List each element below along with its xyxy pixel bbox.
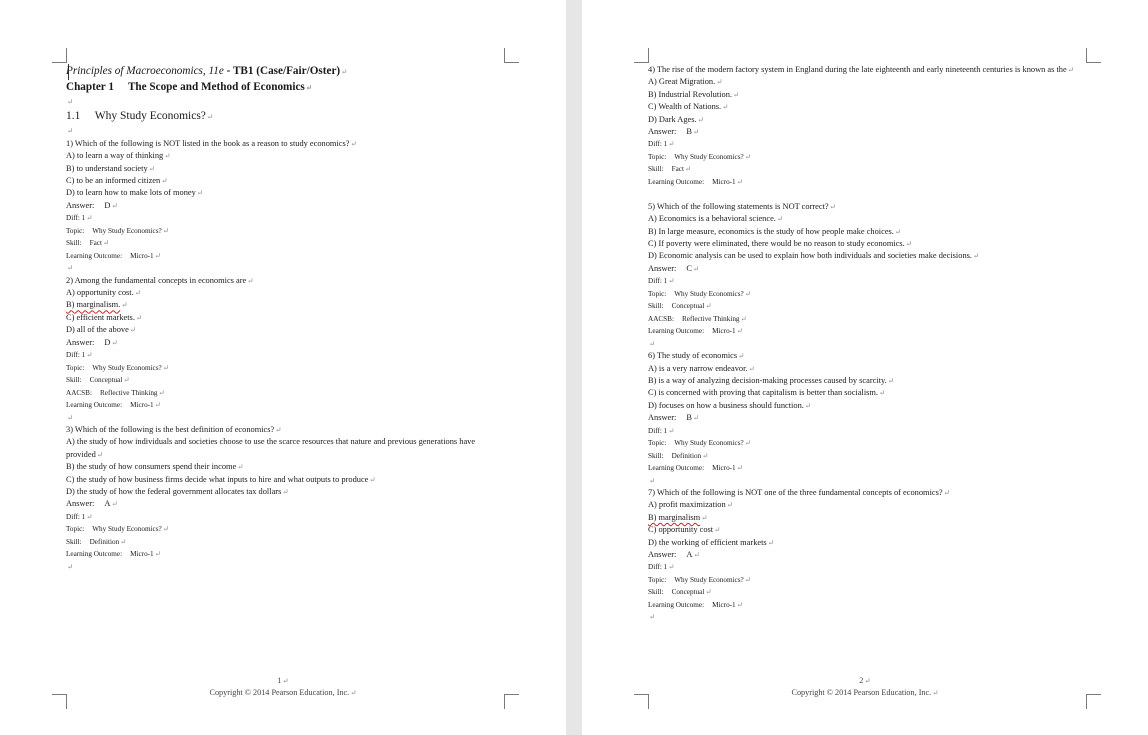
question-text: 5) Which of the following statements is NOT correct?↵	[648, 201, 836, 211]
learning-outcome-line: Learning Outcome: Micro-1↵	[66, 250, 161, 260]
learning-outcome-line: Learning Outcome: Micro-1↵	[648, 463, 743, 473]
answer-line: Answer: B↵	[648, 413, 700, 423]
answer-option: A) to learn a way of thinking↵	[66, 151, 171, 161]
topic-line: Topic: Why Study Economics?↵	[648, 288, 752, 298]
empty-paragraph: ↵	[67, 263, 74, 273]
document-title: Principles of Macroeconomics, 11e - TB1 (Case/Fair/Oster)↵	[66, 65, 348, 77]
answer-option: B) to understand society↵	[66, 163, 155, 173]
skill-line: Skill: Definition↵	[66, 536, 127, 546]
answer-option: D) Dark Ages.↵	[648, 114, 704, 124]
learning-outcome-line: Learning Outcome: Micro-1↵	[648, 599, 743, 609]
answer-line: Answer: D↵	[66, 337, 118, 347]
topic-line: Topic: Why Study Economics?↵	[648, 151, 752, 161]
skill-line: Skill: Fact↵	[66, 238, 110, 248]
aacsb-line: AACSB: Reflective Thinking↵	[648, 313, 747, 323]
answer-option: A) profit maximization↵	[648, 500, 733, 510]
difficulty-line: Diff: 1↵	[66, 350, 93, 360]
topic-line: Topic: Why Study Economics?↵	[66, 524, 170, 534]
answer-option: B) is a way of analyzing decision-making processes caused by scarcity.↵	[648, 375, 895, 385]
empty-paragraph: ↵	[649, 612, 656, 622]
answer-option: A) opportunity cost.↵	[66, 288, 141, 298]
question-block	[66, 275, 506, 424]
learning-outcome-line: Learning Outcome: Micro-1↵	[66, 400, 161, 410]
crop-mark-top-right	[504, 48, 519, 63]
learning-outcome-line: Learning Outcome: Micro-1↵	[648, 326, 743, 336]
answer-option: A) is a very narrow endeavor.↵	[648, 363, 755, 373]
difficulty-line: Diff: 1↵	[66, 213, 93, 223]
answer-option: D) the working of efficient markets↵	[648, 537, 774, 547]
crop-mark-top-right	[1086, 48, 1101, 63]
answer-option: B) marginalism.↵	[66, 300, 128, 310]
answer-option: B) the study of how consumers spend their income↵	[66, 462, 244, 472]
answer-option: C) opportunity cost↵	[648, 525, 721, 535]
empty-paragraph: ↵	[67, 561, 74, 571]
spelling-error-marker[interactable]: B) marginalism	[648, 512, 701, 522]
answer-option: B) Industrial Revolution.↵	[648, 89, 740, 99]
answer-option: C) the study of how business firms decide what inputs to hire and what outputs to produce↵	[66, 474, 376, 484]
topic-line: Topic: Why Study Economics?↵	[648, 574, 752, 584]
empty-paragraph: ↵	[649, 475, 656, 485]
topic-line: Topic: Why Study Economics?↵	[66, 362, 170, 372]
answer-option: D) Economic analysis can be used to explain how both individuals and societies make decisions.↵	[648, 251, 980, 261]
answer-option: B) marginalism↵	[648, 512, 708, 522]
answer-option: C) If poverty were eliminated, there would be no reason to study economics.↵	[648, 239, 913, 249]
copyright-footer: Copyright © 2014 Pearson Education, Inc.↵	[791, 688, 939, 697]
answer-line: Answer: C↵	[648, 263, 700, 273]
document-page-1	[0, 0, 566, 735]
question-text: 3) Which of the following is the best definition of economics?↵	[66, 424, 282, 434]
answer-line: Answer: B↵	[648, 127, 700, 137]
page-2-body[interactable]	[648, 64, 1088, 624]
spelling-error-marker[interactable]: B) marginalism.	[66, 300, 121, 310]
answer-option: C) to be an informed citizen↵	[66, 176, 168, 185]
question-text: 4) The rise of the modern factory system in England during the late eighteenth and early nineteenth centuries is known as the↵	[648, 65, 1074, 74]
question-block	[648, 487, 1088, 624]
answer-line: Answer: A↵	[648, 550, 700, 560]
answer-option: C) Wealth of Nations.↵	[648, 102, 729, 112]
empty-paragraph: ↵	[67, 97, 74, 106]
answer-option: C) is concerned with proving that capitalism is better than socialism.↵	[648, 388, 886, 398]
question-block	[66, 424, 506, 573]
topic-line: Topic: Why Study Economics?↵	[648, 438, 752, 448]
difficulty-line: Diff: 1↵	[648, 139, 675, 149]
answer-option: D) to learn how to make lots of money↵	[66, 188, 204, 198]
question-text: 6) The study of economics↵	[648, 351, 745, 361]
topic-line: Topic: Why Study Economics?↵	[66, 225, 170, 235]
question-text: 7) Which of the following is NOT one of the three fundamental concepts of economics?↵	[648, 487, 950, 497]
crop-mark-top-left	[52, 48, 67, 63]
answer-option: B) In large measure, economics is the study of how people make choices.↵	[648, 226, 902, 236]
skill-line: Skill: Conceptual↵	[648, 587, 712, 597]
answer-option: A) Economics is a behavioral science.↵	[648, 214, 784, 224]
empty-paragraph: ↵	[67, 126, 74, 136]
question-text: 1) Which of the following is NOT listed in the book as a reason to study economics?↵	[66, 138, 357, 148]
empty-paragraph: ↵	[649, 338, 656, 348]
document-page-2	[582, 0, 1148, 735]
empty-paragraph	[648, 188, 1088, 200]
page-number: 2↵	[859, 676, 871, 685]
question-block	[648, 64, 1088, 201]
answer-option: D) the study of how the federal government allocates tax dollars↵	[66, 486, 289, 496]
page-1-body[interactable]	[66, 64, 506, 573]
empty-paragraph: ↵	[67, 412, 74, 422]
answer-option: C) efficient markets.↵	[66, 312, 143, 322]
difficulty-line: Diff: 1↵	[66, 511, 93, 521]
chapter-heading: Chapter 1 The Scope and Method of Economics↵	[66, 81, 313, 93]
skill-line: Skill: Fact↵	[648, 164, 692, 174]
answer-option: D) focuses on how a business should function.↵	[648, 400, 812, 410]
question-text: 2) Among the fundamental concepts in economics are↵	[66, 275, 254, 285]
difficulty-line: Diff: 1↵	[648, 562, 675, 572]
answer-line: Answer: D↵	[66, 200, 118, 210]
learning-outcome-line: Learning Outcome: Micro-1↵	[648, 176, 743, 186]
copyright-footer: Copyright © 2014 Pearson Education, Inc.↵	[209, 688, 357, 697]
question-block	[648, 350, 1088, 487]
question-block	[66, 138, 506, 275]
page-number: 1↵	[277, 676, 289, 685]
crop-mark-top-left	[634, 48, 649, 63]
aacsb-line: AACSB: Reflective Thinking↵	[66, 387, 165, 397]
skill-line: Skill: Conceptual↵	[66, 375, 130, 385]
answer-line: Answer: A↵	[66, 499, 118, 509]
answer-option: A) Great Migration.↵	[648, 77, 723, 87]
question-block	[648, 201, 1088, 350]
skill-line: Skill: Definition↵	[648, 450, 709, 460]
learning-outcome-line: Learning Outcome: Micro-1↵	[66, 549, 161, 559]
section-heading: 1.1 Why Study Economics?↵	[66, 110, 214, 123]
difficulty-line: Diff: 1↵	[648, 276, 675, 286]
skill-line: Skill: Conceptual↵	[648, 301, 712, 311]
answer-option: D) all of the above↵	[66, 325, 137, 335]
difficulty-line: Diff: 1↵	[648, 425, 675, 435]
answer-option: A) the study of how individuals and societies choose to use the scarce resources that nature and previous generations have provided↵	[66, 437, 476, 459]
